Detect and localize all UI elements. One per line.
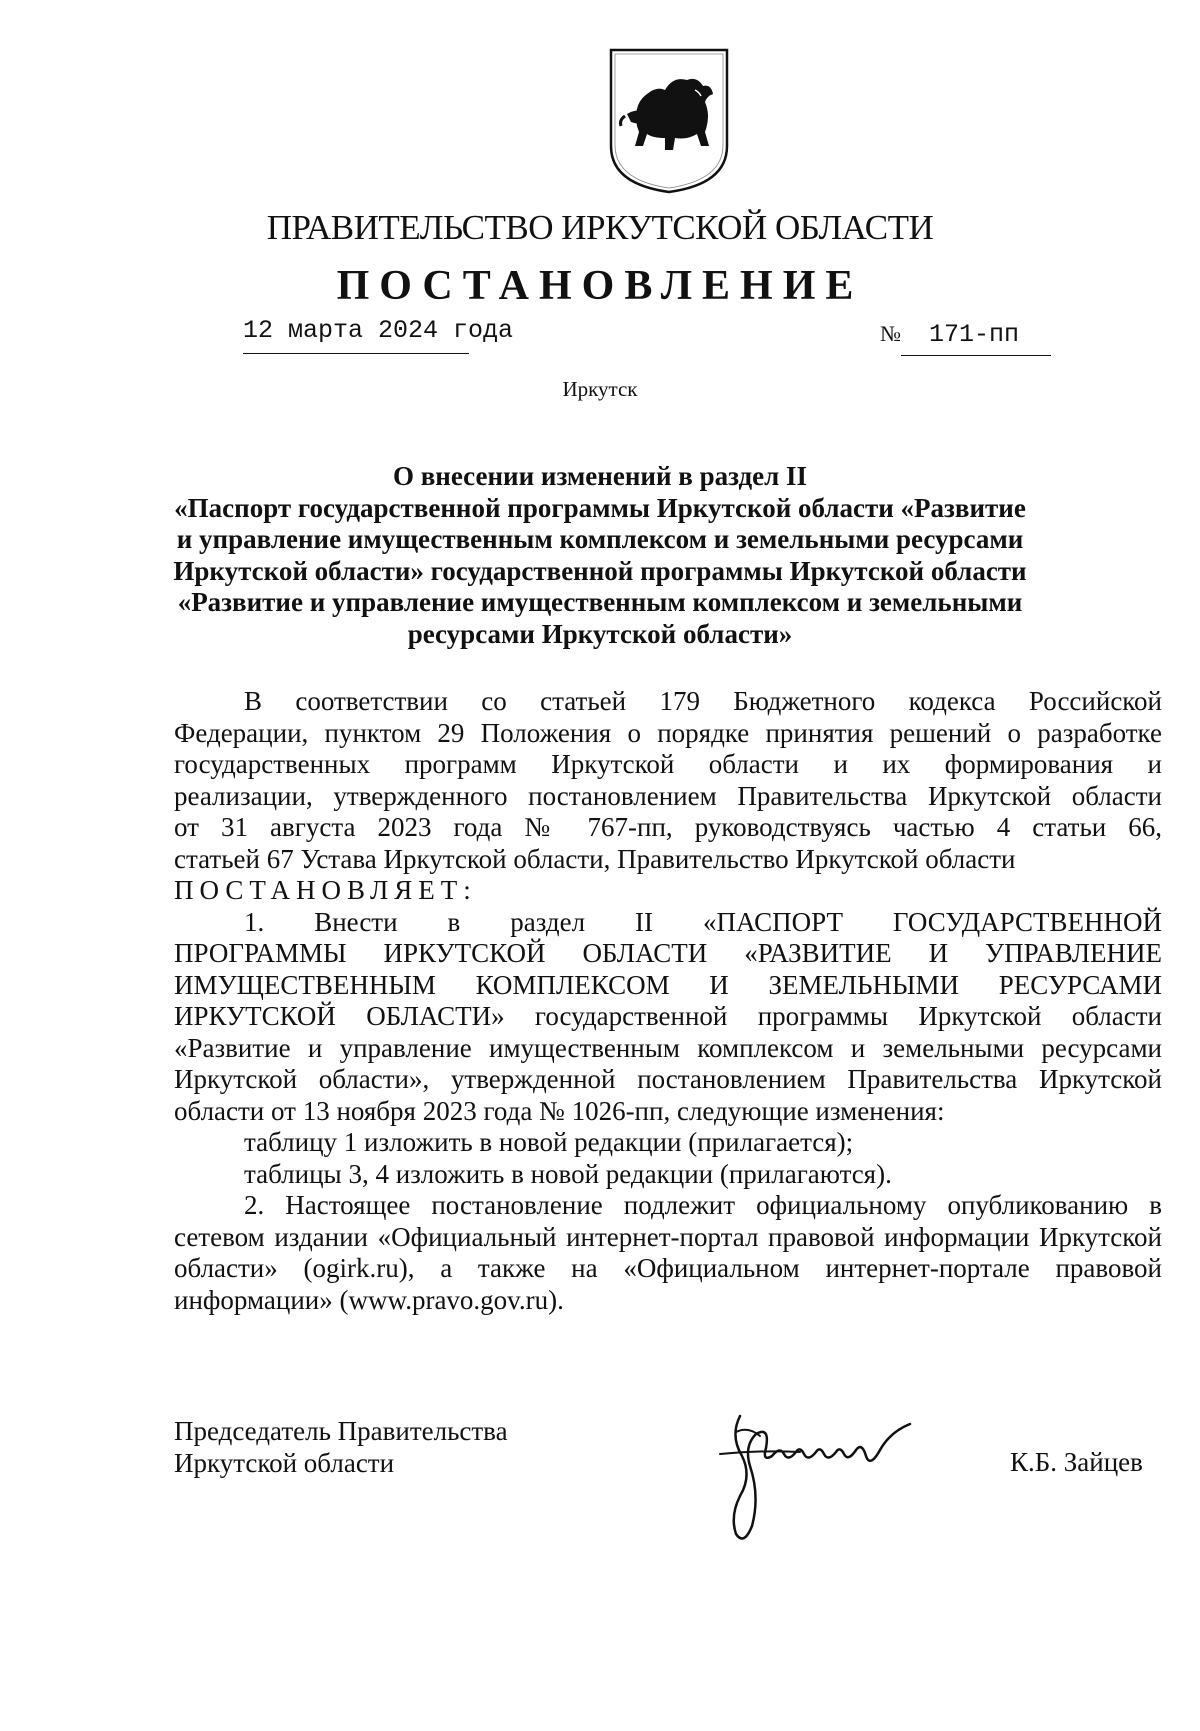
body-line: таблицы 3, 4 изложить в новой редакции (прилагаются). (244, 1158, 892, 1189)
document-number (880, 320, 1051, 356)
heading-line: «Развитие и управление имущественным комплексом и земельными (177, 587, 1023, 617)
document-type: ПОСТАНОВЛЕНИЕ (336, 263, 864, 309)
body-line: ИМУЩЕСТВЕННЫМ КОМПЛЕКСОМ И ЗЕМЕЛЬНЫМИ РЕСУРСАМИ (174, 969, 1162, 1000)
body-line: 2. Настоящее постановление подлежит официальному опубликованию в (244, 1190, 1162, 1220)
heading-line: и управление имущественным комплексом и земельными ресурсами (176, 524, 1024, 554)
number-value: 171-пп (901, 320, 1051, 356)
body-line: В соответствии со статьей 179 Бюджетного кодекса Российской (244, 686, 1162, 716)
handwritten-signature-icon (700, 1396, 950, 1546)
body-line: сетевом издании «Официальный интернет-портал правовой информации Иркутской (174, 1221, 1162, 1252)
heading-line: О внесении изменений в раздел II (392, 461, 808, 491)
document-heading (170, 461, 1030, 650)
heading-line: ресурсами Иркутской области» (407, 618, 793, 649)
document-date: 12 марта 2024 года (243, 316, 469, 354)
body-line: Иркутской области», утвержденной постановлением Правительства Иркутской (174, 1064, 1162, 1094)
document-city: Иркутск (562, 377, 638, 401)
body-line: реализации, утвержденного постановлением Правительства Иркутской области (174, 780, 1162, 811)
body-line: от 31 августа 2023 года № 767-пп, руководствуясь частью 4 статьи 66, (174, 812, 1162, 842)
body-line: 1. Внести в раздел II «ПАСПОРТ ГОСУДАРСТВЕННОЙ (244, 906, 1162, 937)
number-sign: № (880, 321, 901, 346)
body-line-resolves: ПОСТАНОВЛЯЕТ: (174, 875, 477, 905)
position-line: Иркутской области (174, 1447, 395, 1478)
position-line: Председатель Правительства (174, 1416, 508, 1446)
heading-line: «Паспорт государственной программы Иркутской области «Развитие (174, 492, 1026, 523)
heading-line: Иркутской области» государственной программы Иркутской области (173, 555, 1027, 586)
body-line: государственных программ Иркутской области и их формирования и (174, 749, 1162, 779)
coat-of-arms-emblem-icon (607, 46, 731, 196)
body-line: статьей 67 Устава Иркутской области, Правительство Иркутской области (174, 843, 1016, 874)
body-line: «Развитие и управление имущественным комплексом и земельными ресурсами (174, 1032, 1162, 1063)
document-body (174, 686, 1162, 1316)
body-line: ИРКУТСКОЙ ОБЛАСТИ» государственной программы Иркутской области (174, 1001, 1162, 1031)
body-line: области от 13 ноября 2023 года № 1026-пп, следующие изменения: (174, 1095, 945, 1126)
body-line: Федерации, пунктом 29 Положения о порядке принятия решений о разработке (174, 717, 1162, 748)
body-line: таблицу 1 изложить в новой редакции (прилагается); (244, 1127, 854, 1157)
body-line: ПРОГРАММЫ ИРКУТСКОЙ ОБЛАСТИ «РАЗВИТИЕ И УПРАВЛЕНИЕ (174, 938, 1162, 968)
government-title: ПРАВИТЕЛЬСТВО ИРКУТСКОЙ ОБЛАСТИ (266, 208, 934, 247)
body-line: информации» (www.pravo.gov.ru). (174, 1284, 564, 1315)
body-line: области» (ogirk.ru), а также на «Официальном интернет-портале правовой (174, 1253, 1162, 1283)
signatory-position (174, 1416, 508, 1479)
signatory-name: К.Б. Зайцев (1010, 1447, 1143, 1477)
